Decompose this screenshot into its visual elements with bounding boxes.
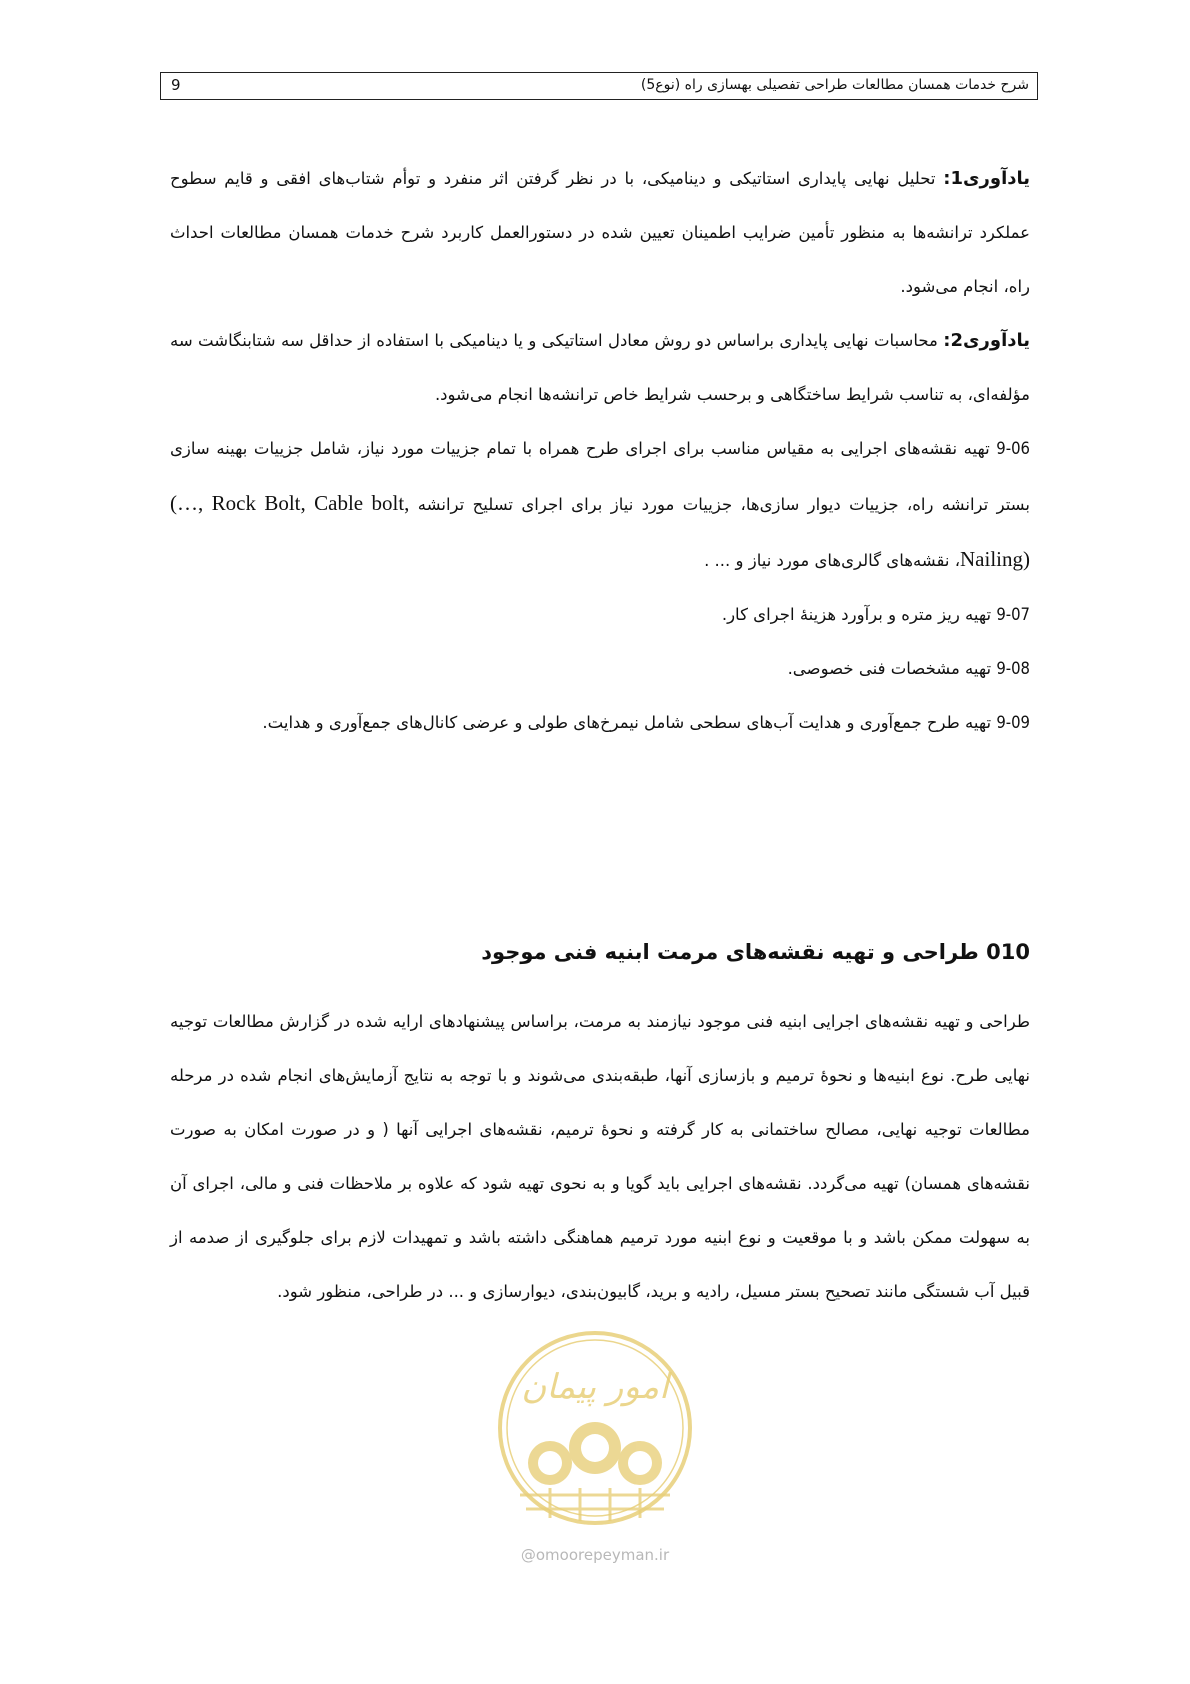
item-9-09 [170, 696, 1030, 750]
page-number: 9 [171, 76, 181, 94]
item-9-09-text: تهیه طرح جمع‌آوری و هدایت آب‌های سطحی شامل نیمرخ‌های طولی و عرضی کانال‌های جمع‌آوری و هدایت. [262, 713, 992, 732]
watermark-logo [490, 1318, 700, 1568]
item-9-06-text-after: ، نقشه‌های گالری‌های مورد نیاز و ... . [704, 551, 961, 570]
item-9-09-number: 9-09 [996, 713, 1030, 732]
notes-block [170, 152, 1030, 750]
item-9-08 [170, 642, 1030, 696]
page-header [160, 72, 1038, 100]
item-9-07 [170, 588, 1030, 642]
item-9-06-text: تهیه نقشه‌های اجرایی به مقیاس مناسب برای اجرای طرح همراه با تمام جزییات مورد نیاز، شامل جزییات بهینه سازی بستر ترانشه راه، جزییات دیوار سازی‌ها، جزییات مورد نیاز برای اجرای تسلیح ترانشه [170, 439, 1030, 514]
section-title: 010 طراحی و تهیه نقشه‌های مرمت ابنیه فنی موجود [481, 940, 1030, 964]
item-9-08-number: 9-08 [996, 659, 1030, 678]
watermark-url: @omoorepeyman.ir [520, 1546, 670, 1564]
note-2 [170, 314, 1030, 422]
note-2-text: محاسبات نهایی پایداری براساس دو روش معادل استاتیکی و یا دینامیکی با استفاده از حداقل سه شتابنگاشت سه مؤلفه‌ای، به تناسب شرایط ساختگاهی و برحسب شرایط خاص ترانشه‌ها انجام می‌شود. [170, 331, 1030, 404]
note-1-label: یادآوری1: [943, 168, 1030, 189]
item-9-08-text: تهیه مشخصات فنی خصوصی. [787, 659, 992, 678]
note-1-text: تحلیل نهایی پایداری استاتیکی و دینامیکی، با در نظر گرفتن اثر منفرد و توأم شتاب‌های افقی و قایم سطوح عملکرد ترانشه‌ها به منظور تأمین ضرایب اطمینان تعیین شده در دستورالعمل کاربرد شرح خدمات همسان مطالعات احداث راه، انجام می‌شود. [170, 169, 1030, 296]
watermark-logo-text: امور پیمان [521, 1367, 669, 1407]
item-9-07-number: 9-07 [996, 605, 1030, 624]
item-9-06-latin: (…, Rock Bolt, Cable bolt, Nailing) [170, 491, 1030, 571]
section-body-block [170, 995, 1030, 1319]
item-9-07-text: تهیه ریز متره و برآورد هزینۀ اجرای کار. [721, 605, 992, 624]
section-body: طراحی و تهیه نقشه‌های اجرایی ابنیه فنی موجود نیازمند به مرمت، براساس پیشنهادهای ارایه شده در گزارش مطالعات توجیه نهایی طرح. نوع ابنیه‌ها و نحوۀ ترمیم و بازسازی آنها، طبقه‌بندی می‌شوند و با توجه به نتایج آزمایش‌های انجام شده در مرحله مطالعات توجیه نهایی، مصالح ساختمانی به کار گرفته و نحوۀ ترمیم، نقشه‌های اجرایی آنها ( و در صورت امکان به صورت نقشه‌های همسان) تهیه می‌گردد. نقشه‌های اجرایی باید گویا و به نحوی تهیه شود که علاوه بر ملاحظات فنی و مالی، اجرای آن به سهولت ممکن باشد و با موقعیت و نوع ابنیه مورد ترمیم هماهنگی داشته باشد و تمهیدات لازم برای جلوگیری از صدمه از قبیل آب شستگی مانند تصحیح بستر مسیل، رادیه و برید، گابیون‌بندی، دیوارسازی و ... در طراحی، منظور شود. [170, 1012, 1030, 1301]
note-1 [170, 152, 1030, 314]
item-9-06 [170, 422, 1030, 588]
item-9-06-number: 9-06 [996, 439, 1030, 458]
header-title: شرح خدمات همسان مطالعات طراحی تفصیلی بهسازی راه (نوع5) [640, 77, 1029, 93]
note-2-label: یادآوری2: [943, 330, 1030, 351]
